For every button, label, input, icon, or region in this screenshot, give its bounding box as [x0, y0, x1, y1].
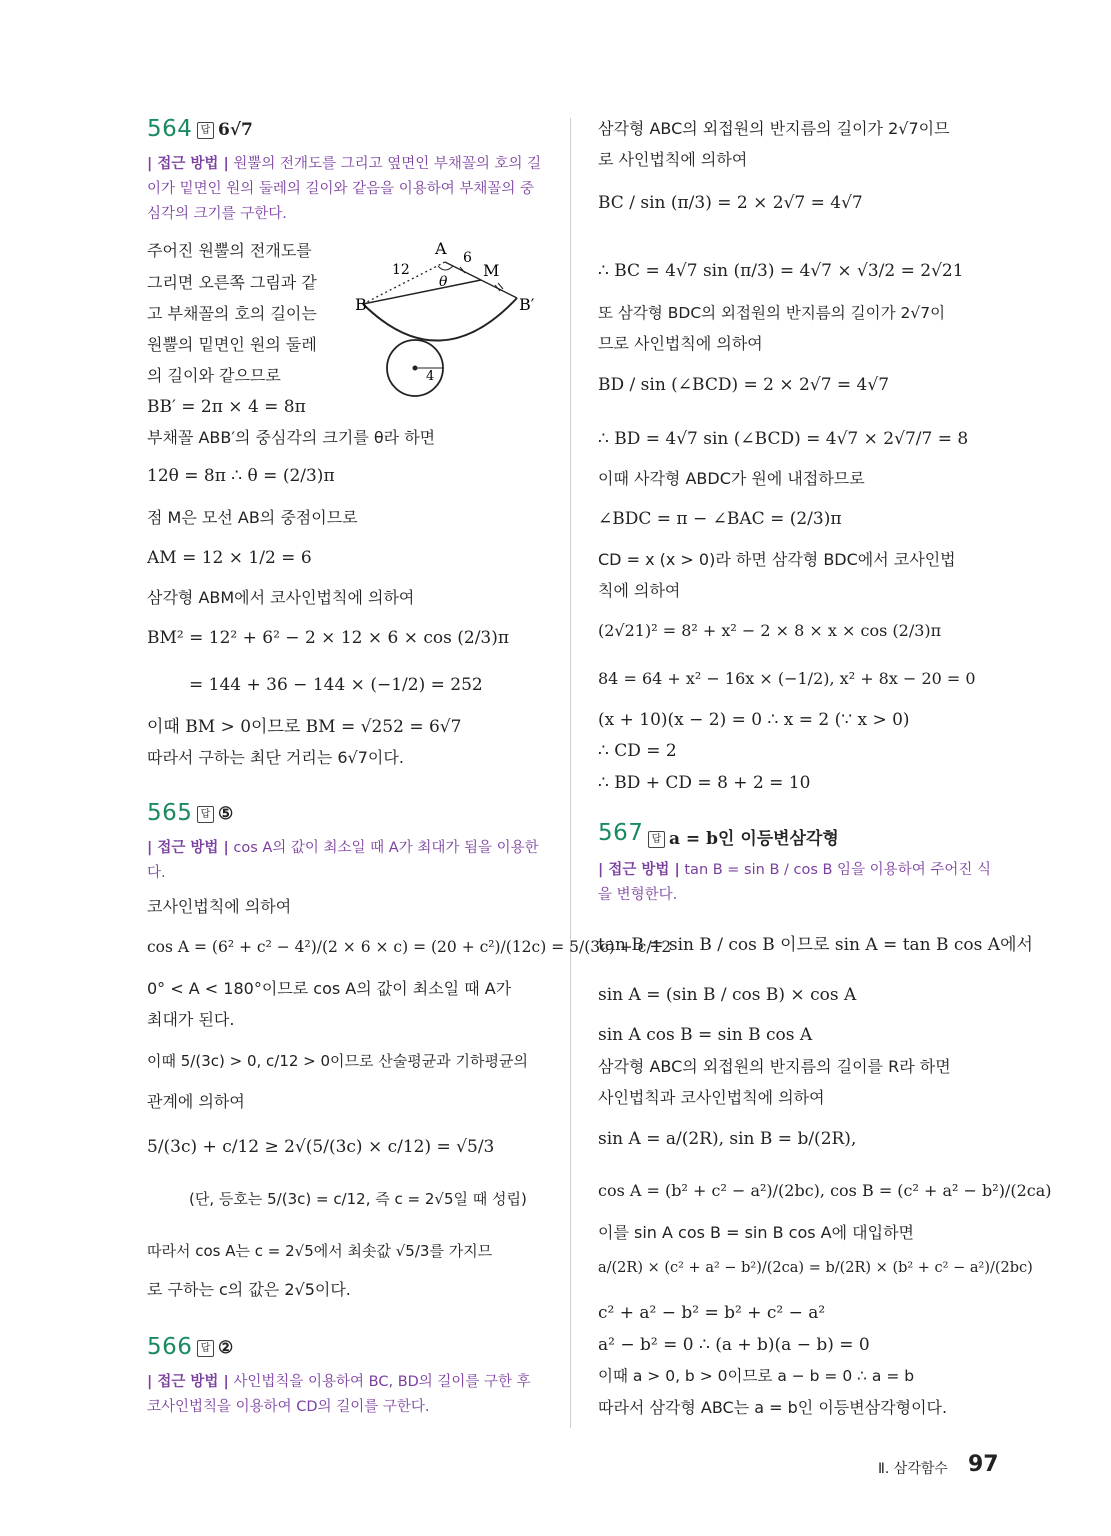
problem-565-answer: 답 ⑤	[197, 804, 233, 824]
answer-badge-icon: 답	[197, 122, 214, 139]
math-line: 84 = 64 + x² − 16x × (−1/2), x² + 8x − 20 = 0	[598, 669, 976, 688]
problem-564-answer: 답 6√7	[197, 120, 253, 140]
label-M: M	[483, 261, 500, 280]
label-4: 4	[426, 369, 435, 384]
text-line: 의 길이와 같으므로	[147, 366, 281, 385]
math-line: BB′ = 2π × 4 = 8π	[147, 397, 306, 417]
math-line: sin A = a/(2R), sin B = b/(2R),	[598, 1129, 857, 1149]
label-A: A	[435, 240, 447, 258]
label-B-prime: B′	[519, 295, 535, 314]
math-line: ∠BDC = π − ∠BAC = (2/3)π	[598, 509, 842, 529]
math-line: tan B = sin B / cos B 이므로 sin A = tan B cos A에서	[598, 935, 1033, 955]
math-line: ∴ BD + CD = 8 + 2 = 10	[598, 773, 811, 793]
text-line: 점 M은 모선 AB의 중점이므로	[147, 508, 358, 527]
text-line: 그리면 오른쪽 그림과 같	[147, 273, 317, 292]
math-line: AM = 12 × 1/2 = 6	[147, 548, 312, 568]
cone-net-figure	[355, 240, 540, 405]
text-line: 므로 사인법칙에 의하여	[598, 334, 763, 353]
math-line: BM² = 12² + 6² − 2 × 12 × 6 × cos (2/3)π	[147, 628, 510, 648]
text-line: (단, 등호는 5/(3c) = c/12, 즉 c = 2√5일 때 성립)	[189, 1190, 527, 1208]
math-line: ∴ BC = 4√7 sin (π/3) = 4√7 × √3/2 = 2√21	[598, 261, 964, 281]
text-line: 따라서 cos A는 c = 2√5에서 최솟값 √5/3를 가지므	[147, 1242, 493, 1260]
text-line: 0° < A < 180°이므로 cos A의 값이 최소일 때 A가	[147, 979, 512, 998]
text-line: 이때 5/(3c) > 0, c/12 > 0이므로 산술평균과 기하평균의	[147, 1052, 528, 1070]
text-line: 관계에 의하여	[147, 1092, 245, 1111]
math-line: BD / sin (∠BCD) = 2 × 2√7 = 4√7	[598, 375, 890, 395]
problem-567-number: 567	[598, 820, 644, 846]
problem-566-answer: 답 ②	[197, 1338, 233, 1358]
label-12: 12	[392, 262, 410, 278]
math-line: 12θ = 8π ∴ θ = (2/3)π	[147, 466, 335, 486]
math-line: a/(2R) × (c² + a² − b²)/(2ca) = b/(2R) × (b² + c² − a²)/(2bc)	[598, 1260, 1033, 1276]
math-line: 이때 BM > 0이므로 BM = √252 = 6√7	[147, 717, 462, 737]
text-line: 따라서 구하는 최단 거리는 6√7이다.	[147, 748, 404, 767]
problem-564-number: 564	[147, 116, 193, 142]
label-6: 6	[463, 250, 472, 266]
answer-badge-icon: 답	[648, 831, 665, 848]
text-line: 삼각형 ABM에서 코사인법칙에 의하여	[147, 588, 415, 607]
math-line: ∴ CD = 2	[598, 741, 677, 761]
text-line: 로 구하는 c의 값은 2√5이다.	[147, 1280, 351, 1299]
text-line: 칙에 의하여	[598, 581, 681, 600]
text-line: 로 사인법칙에 의하여	[598, 150, 748, 169]
math-line: = 144 + 36 − 144 × (−1/2) = 252	[189, 675, 483, 695]
label-theta: θ	[439, 274, 448, 290]
text-line: 이를 sin A cos B = sin B cos A에 대입하면	[598, 1223, 914, 1242]
math-line: (x + 10)(x − 2) = 0 ∴ x = 2 (∵ x > 0)	[598, 710, 910, 730]
math-line: 5/(3c) + c/12 ≥ 2√(5/(3c) × c/12) = √5/3	[147, 1137, 495, 1157]
footer-section-title: Ⅱ. 삼각함수	[878, 1461, 948, 1477]
page-number: 97	[968, 1452, 999, 1477]
math-line: cos A = (6² + c² − 4²)/(2 × 6 × c) = (20 + c²)/(12c) = 5/(3c) + c/12	[147, 938, 672, 956]
math-line: BC / sin (π/3) = 2 × 2√7 = 4√7	[598, 193, 863, 213]
text-line: 삼각형 ABC의 외접원의 반지름의 길이가 2√7이므	[598, 119, 950, 138]
text-line: 이때 사각형 ABDC가 원에 내접하므로	[598, 469, 865, 488]
math-line: (2√21)² = 8² + x² − 2 × 8 × x × cos (2/3)π	[598, 621, 942, 640]
answer-badge-icon: 답	[197, 806, 214, 823]
label-B: B	[355, 295, 367, 314]
answer-badge-icon: 답	[197, 1340, 214, 1357]
problem-567-approach: | 접근 방법 | tan B = sin B / cos B 임을 이용하여 주어진 식을 변형한다.	[598, 862, 991, 903]
text-line: 최대가 된다.	[147, 1010, 235, 1029]
text-line: CD = x (x > 0)라 하면 삼각형 BDC에서 코사인법	[598, 550, 956, 569]
text-line: 따라서 삼각형 ABC는 a = b인 이등변삼각형이다.	[598, 1398, 948, 1417]
text-line: 고 부채꼴의 호의 길이는	[147, 304, 317, 323]
math-line: c² + a² − b² = b² + c² − a²	[598, 1303, 826, 1323]
math-line: ∴ BD = 4√7 sin (∠BCD) = 4√7 × 2√7/7 = 8	[598, 429, 969, 449]
text-line: 원뿔의 밑면인 원의 둘레	[147, 335, 317, 354]
math-line: sin A cos B = sin B cos A	[598, 1025, 813, 1045]
math-line: a² − b² = 0 ∴ (a + b)(a − b) = 0	[598, 1335, 870, 1355]
text-line: 또 삼각형 BDC의 외접원의 반지름의 길이가 2√7이	[598, 304, 946, 322]
problem-566-approach: | 접근 방법 | 사인법칙을 이용하여 BC, BD의 길이를 구한 후 코사인법칙을 이용하여 CD의 길이를 구한다.	[147, 1374, 531, 1415]
text-line: 사인법칙과 코사인법칙에 의하여	[598, 1088, 825, 1107]
text-line: 주어진 원뿔의 전개도를	[147, 241, 312, 260]
text-line: 삼각형 ABC의 외접원의 반지름의 길이를 R라 하면	[598, 1057, 951, 1076]
column-divider	[570, 118, 571, 1428]
text-line: 코사인법칙에 의하여	[147, 897, 292, 916]
text-line: 부채꼴 ABB′의 중심각의 크기를 θ라 하면	[147, 428, 436, 447]
problem-565-approach: | 접근 방법 | cos A의 값이 최소일 때 A가 최대가 됨을 이용한다.	[147, 840, 539, 881]
problem-567-answer: 답 a = b인 이등변삼각형	[648, 824, 839, 849]
math-line: sin A = (sin B / cos B) × cos A	[598, 985, 857, 1005]
problem-566-number: 566	[147, 1334, 193, 1360]
math-line: cos A = (b² + c² − a²)/(2bc), cos B = (c² + a² − b²)/(2ca)	[598, 1181, 1052, 1200]
problem-565-number: 565	[147, 800, 193, 826]
text-line: 이때 a > 0, b > 0이므로 a − b = 0 ∴ a = b	[598, 1367, 915, 1385]
problem-564-approach: | 접근 방법 | 원뿔의 전개도를 그리고 옆면인 부채꼴의 호의 길이가 밑면인 원의 둘레의 길이와 같음을 이용하여 부채꼴의 중심각의 크기를 구한다.	[147, 156, 542, 222]
